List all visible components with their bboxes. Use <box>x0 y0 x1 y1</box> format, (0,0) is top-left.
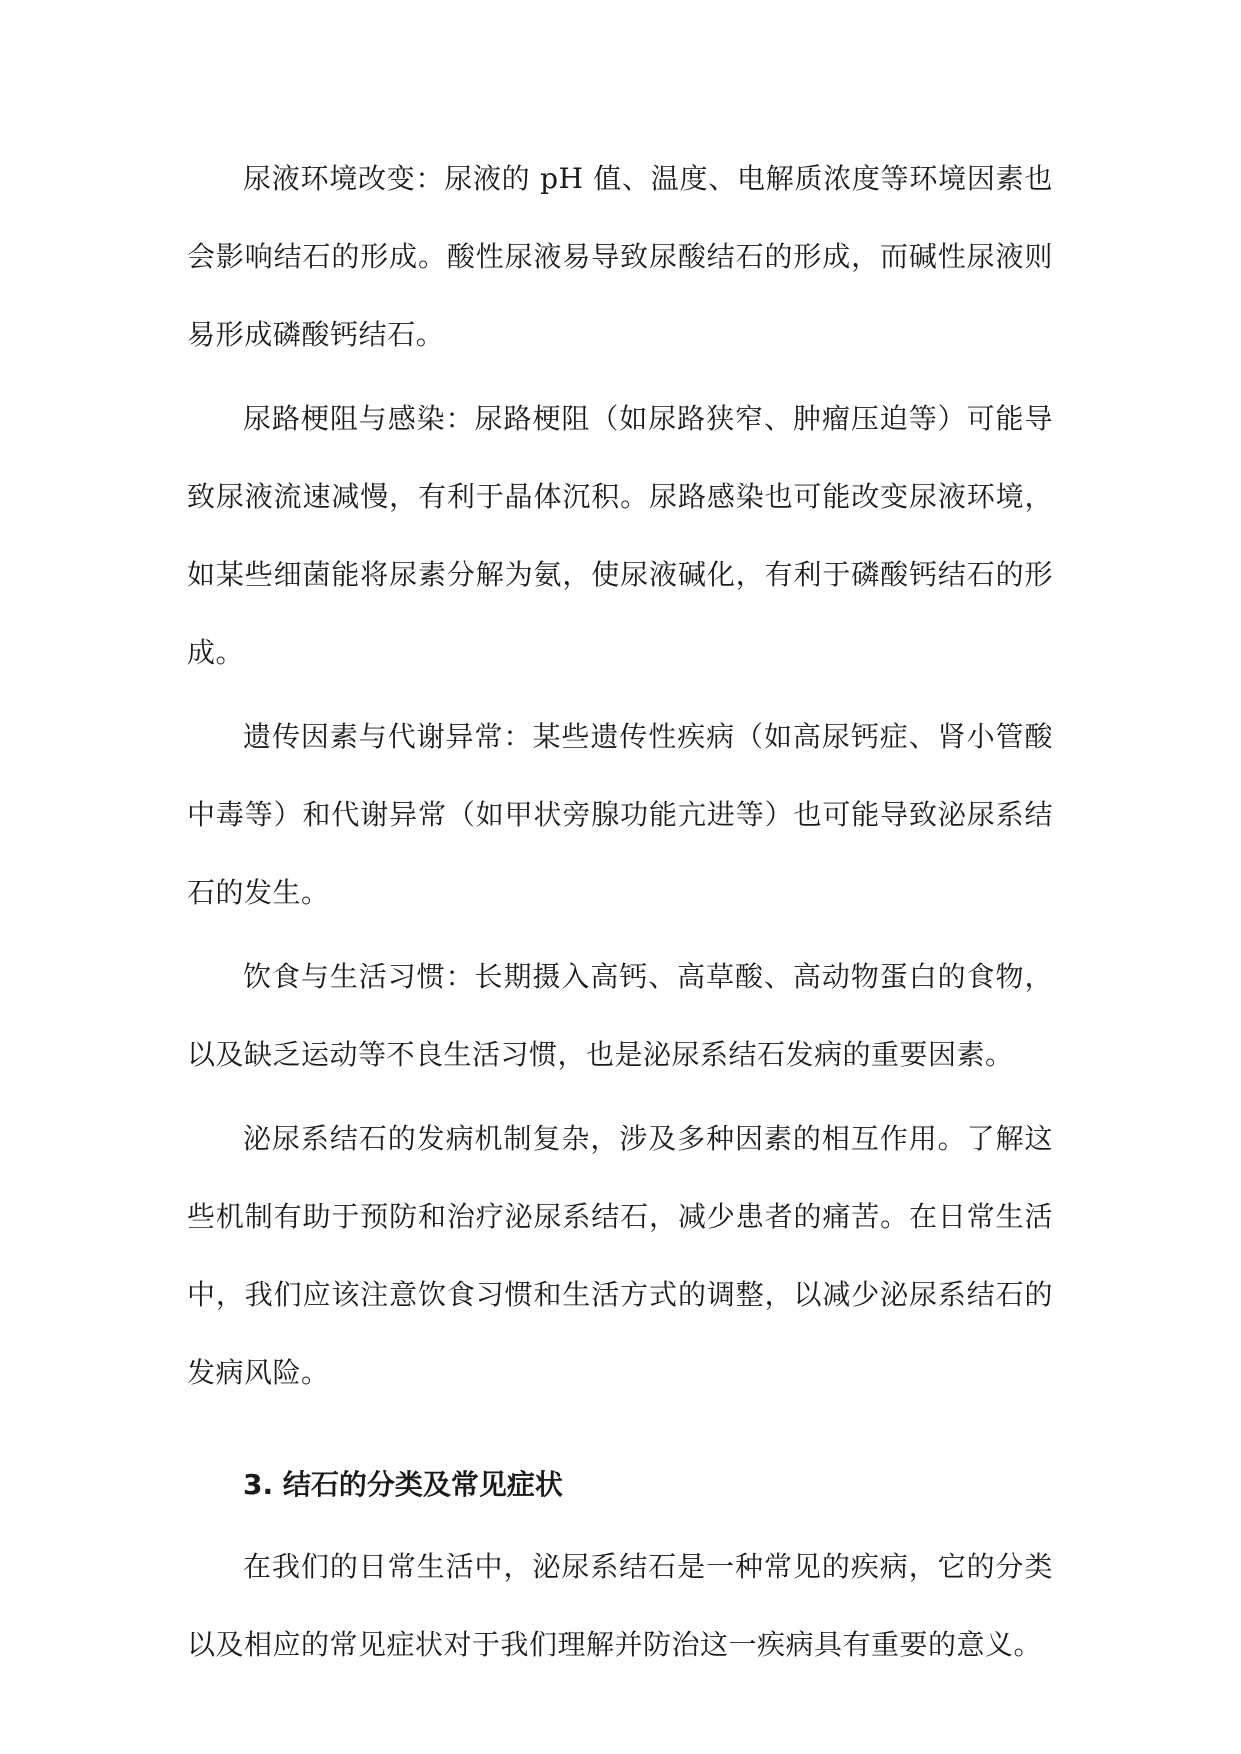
section-heading: 3. 结石的分类及常见症状 <box>243 1468 563 1501</box>
paragraph-summary: 泌尿系结石的发病机制复杂，涉及多种因素的相互作用。了解这些机制有助于预防和治疗泌尿系结石，减少患者的痛苦。在日常生活中，我们应该注意饮食习惯和生活方式的调整，以减少泌尿系结石的发病风险。 <box>187 1122 1053 1389</box>
paragraph-obstruction-infection: 尿路梗阻与感染：尿路梗阻（如尿路狭窄、肿瘤压迫等）可能导致尿液流速减慢，有利于晶体沉积。尿路感染也可能改变尿液环境，如某些细菌能将尿素分解为氨，使尿液碱化，有利于磷酸钙结石的形成。 <box>187 402 1053 669</box>
paragraph-urine-environment: 尿液环境改变：尿液的 pH 值、温度、电解质浓度等环境因素也会影响结石的形成。酸性尿液易导致尿酸结石的形成，而碱性尿液则易形成磷酸钙结石。 <box>187 162 1053 351</box>
document-page <box>187 140 1053 1690</box>
paragraph-genetic-metabolic: 遗传因素与代谢异常：某些遗传性疾病（如高尿钙症、肾小管酸中毒等）和代谢异常（如甲状旁腺功能亢进等）也可能导致泌尿系结石的发生。 <box>187 720 1053 909</box>
paragraph-diet-lifestyle: 饮食与生活习惯：长期摄入高钙、高草酸、高动物蛋白的食物，以及缺乏运动等不良生活习惯，也是泌尿系结石发病的重要因素。 <box>187 960 1053 1071</box>
paragraph-section-intro: 在我们的日常生活中，泌尿系结石是一种常见的疾病，它的分类以及相应的常见症状对于我们理解并防治这一疾病具有重要的意义。 <box>187 1550 1053 1661</box>
